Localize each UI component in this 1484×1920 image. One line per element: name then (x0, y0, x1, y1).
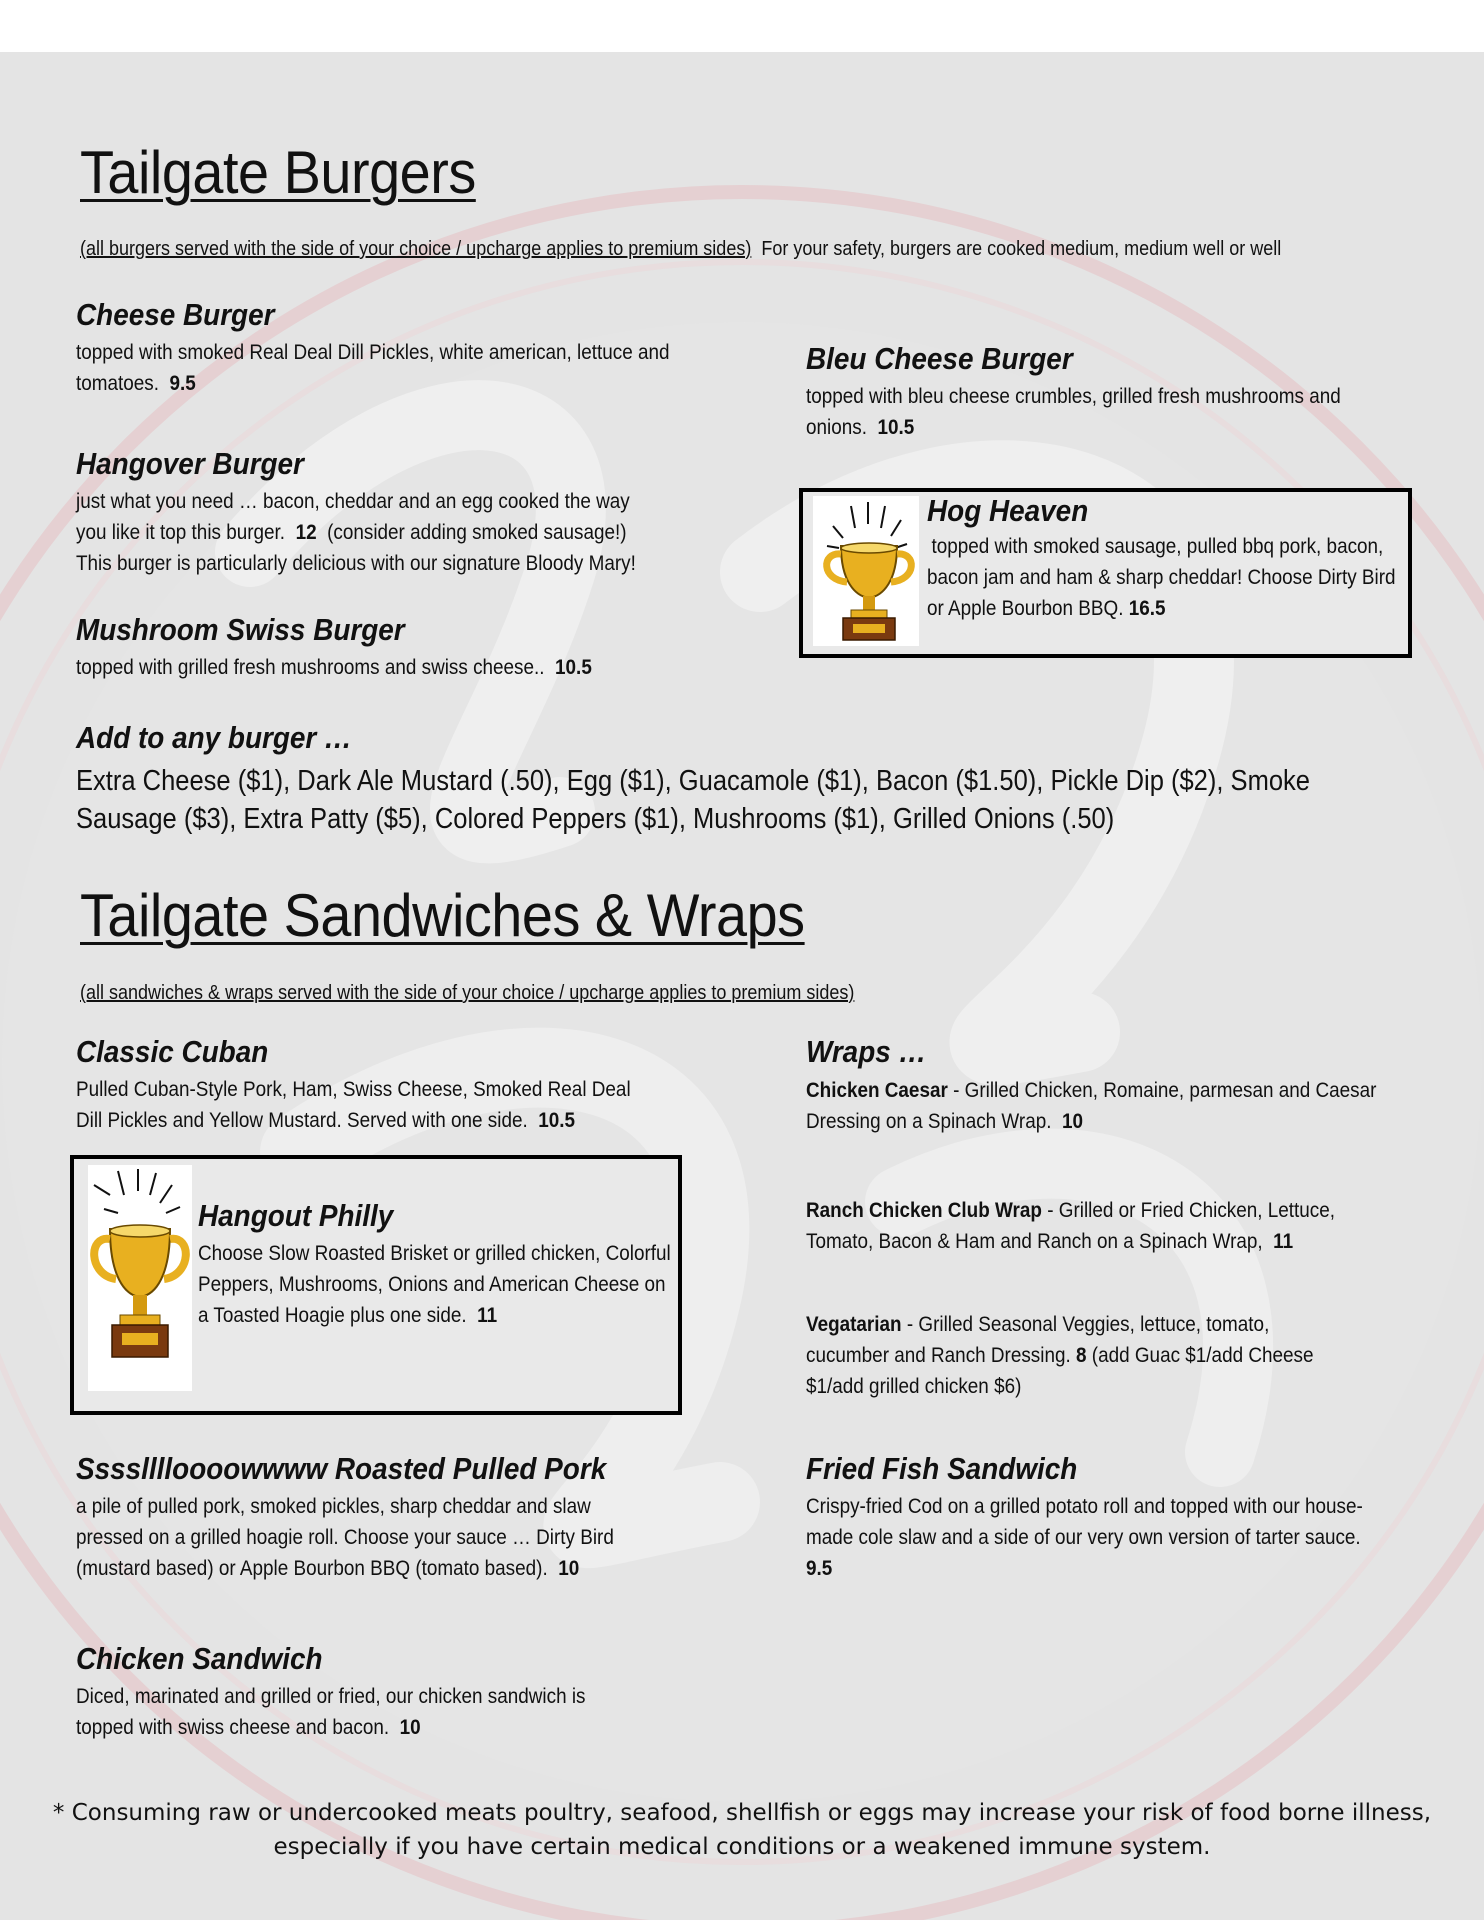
item-price: 10 (1061, 1110, 1084, 1133)
menu-page (0, 52, 1484, 1920)
burger-addons (76, 719, 1416, 838)
menu-item-hangover-burger (76, 445, 676, 579)
trophy-icon-frame (88, 1165, 192, 1391)
item-description (76, 1491, 652, 1584)
item-price: 16.5 (1128, 597, 1166, 621)
item-name: Chicken Sandwich (76, 1641, 323, 1676)
item-description (806, 1491, 1391, 1584)
burgers-section-title: Tailgate Burgers (80, 139, 476, 206)
disclaimer-line-1: * Consuming raw or undercooked meats poultry, seafood, shellfish or eggs may increase your risk of food borne illness, (52, 1800, 1432, 1826)
item-desc-text: a pile of pulled pork, smoked pickles, sharp cheddar and slaw pressed on a grilled hoagie roll. Choose your sauce … Dirty Bird (mustard based) or Apple Bourbon BBQ (tomato based). (76, 1495, 614, 1581)
burgers-note-safety: For your safety, burgers are cooked medium, medium well or well (761, 238, 1282, 260)
item-price: 11 (477, 1304, 498, 1328)
burgers-note-sides: (all burgers served with the side of your choice / upcharge applies to premium sides) (80, 238, 752, 260)
item-description (76, 486, 652, 579)
menu-item-fried-fish-sandwich (806, 1450, 1426, 1584)
item-name: Bleu Cheese Burger (806, 341, 1073, 376)
sandwiches-note (80, 980, 854, 1006)
item-name: Hog Heaven (927, 493, 1089, 528)
item-description (927, 531, 1413, 624)
item-desc-text: topped with bleu cheese crumbles, grilled fresh mushrooms and onions. (806, 385, 1341, 440)
trophy-icon-frame (813, 496, 919, 646)
item-name: Hangover Burger (76, 446, 304, 481)
menu-item-classic-cuban (76, 1033, 696, 1136)
menu-item-ranch-chicken-club-wrap (806, 1195, 1346, 1257)
item-description (198, 1238, 673, 1331)
menu-item-chicken-sandwich (76, 1640, 696, 1743)
menu-item-vegatarian-wrap (806, 1309, 1355, 1402)
item-desc-text: - Grilled or Fried Chicken, Lettuce, Tomato, Bacon & Ham and Ranch on a Spinach Wrap, (806, 1199, 1336, 1253)
item-name: Ranch Chicken Club Wrap (806, 1199, 1042, 1222)
wraps-title: Wraps … (806, 1034, 927, 1069)
item-name: Classic Cuban (76, 1034, 269, 1069)
menu-item-pulled-pork (76, 1450, 696, 1584)
item-description (76, 652, 670, 683)
menu-item-bleu-cheese-burger (806, 340, 1406, 443)
item-name: Hangout Philly (198, 1198, 394, 1233)
hangout-philly-content (198, 1197, 671, 1331)
item-description (806, 381, 1382, 443)
featured-box-hog-heaven (799, 488, 1412, 658)
menu-item-cheese-burger (76, 296, 676, 399)
item-desc-text: topped with smoked sausage, pulled bbq pork, bacon, bacon jam and ham & sharp cheddar! Choose Dirty Bird or Apple Bourbon BBQ. (927, 535, 1396, 621)
item-desc-text: topped with smoked Real Deal Dill Pickles, white american, lettuce and tomatoes. (76, 341, 670, 396)
item-desc-text: - Grilled Chicken, Romaine, parmesan and Caesar Dressing on a Spinach Wrap. (806, 1079, 1377, 1133)
item-price: 10.5 (877, 416, 915, 440)
item-desc-text: Choose Slow Roasted Brisket or grilled chicken, Colorful Peppers, Mushrooms, Onions and American Cheese on a Toasted Hoagie plus one side. (198, 1242, 671, 1328)
item-name: Chicken Caesar (806, 1079, 948, 1102)
item-desc-text: just what you need … bacon, cheddar and an egg cooked the way you like it top this burger. (76, 490, 630, 545)
item-price: 9.5 (806, 1557, 833, 1581)
burgers-note (80, 236, 1281, 262)
item-desc-text: topped with grilled fresh mushrooms and swiss cheese.. (76, 656, 545, 680)
item-price: 11 (1273, 1230, 1294, 1253)
trophy-icon (88, 1165, 192, 1391)
item-desc-text: Pulled Cuban-Style Pork, Ham, Swiss Cheese, Smoked Real Deal Dill Pickles and Yellow Mustard. Served with one side. (76, 1078, 631, 1133)
item-name: Vegatarian (806, 1313, 902, 1336)
item-description (76, 1681, 607, 1743)
food-safety-disclaimer (40, 1796, 1444, 1864)
menu-item-chicken-caesar-wrap (806, 1075, 1382, 1137)
item-price: 9.5 (169, 372, 196, 396)
addons-list: Extra Cheese ($1), Dark Ale Mustard (.50), Egg ($1), Guacamole ($1), Bacon ($1.50), Pickle Dip ($2), Smoke Sausage ($3), Extra Patty ($5), Colored Peppers ($1), Mushrooms ($1), Grilled Onions (.50) (76, 765, 1310, 836)
hog-heaven-content (927, 492, 1407, 624)
item-price: 8 (1076, 1344, 1087, 1367)
item-desc-text: - Grilled Seasonal Veggies, lettuce, tomato, cucumber and Ranch Dressing. (806, 1313, 1270, 1367)
item-name: Mushroom Swiss Burger (76, 612, 405, 647)
menu-item-mushroom-swiss-burger (76, 611, 676, 683)
sandwiches-note-sides: (all sandwiches & wraps served with the side of your choice / upcharge applies to premium sides) (80, 982, 855, 1004)
item-price: 10.5 (538, 1109, 576, 1133)
item-name: Fried Fish Sandwich (806, 1451, 1078, 1486)
item-price: 10 (558, 1557, 580, 1581)
item-desc-extra: (add Guac $1/add Cheese $1/add grilled chicken $6) (806, 1344, 1314, 1398)
trophy-icon (813, 496, 919, 646)
disclaimer-line-2: especially if you have certain medical conditions or a weakened immune system. (273, 1834, 1211, 1860)
sandwiches-section-title: Tailgate Sandwiches & Wraps (80, 882, 805, 949)
item-desc-note: (consider adding smoked sausage!) This burger is particularly delicious with our signature Bloody Mary! (76, 521, 636, 576)
item-desc-text: Crispy-fried Cod on a grilled potato roll and topped with our house-made cole slaw and a side of our very own version of tarter sauce. (806, 1495, 1363, 1550)
featured-box-hangout-philly (70, 1155, 682, 1415)
item-description (76, 337, 670, 399)
item-name: Cheese Burger (76, 297, 275, 332)
item-name: Sssslllloooowwww Roasted Pulled Pork (76, 1451, 607, 1486)
item-desc-text: Diced, marinated and grilled or fried, our chicken sandwich is topped with swiss cheese and bacon. (76, 1685, 586, 1740)
item-price: 12 (295, 521, 317, 545)
item-description (76, 1074, 661, 1136)
item-price: 10 (399, 1716, 421, 1740)
item-price: 10.5 (555, 656, 592, 680)
addons-title: Add to any burger … (76, 720, 352, 755)
